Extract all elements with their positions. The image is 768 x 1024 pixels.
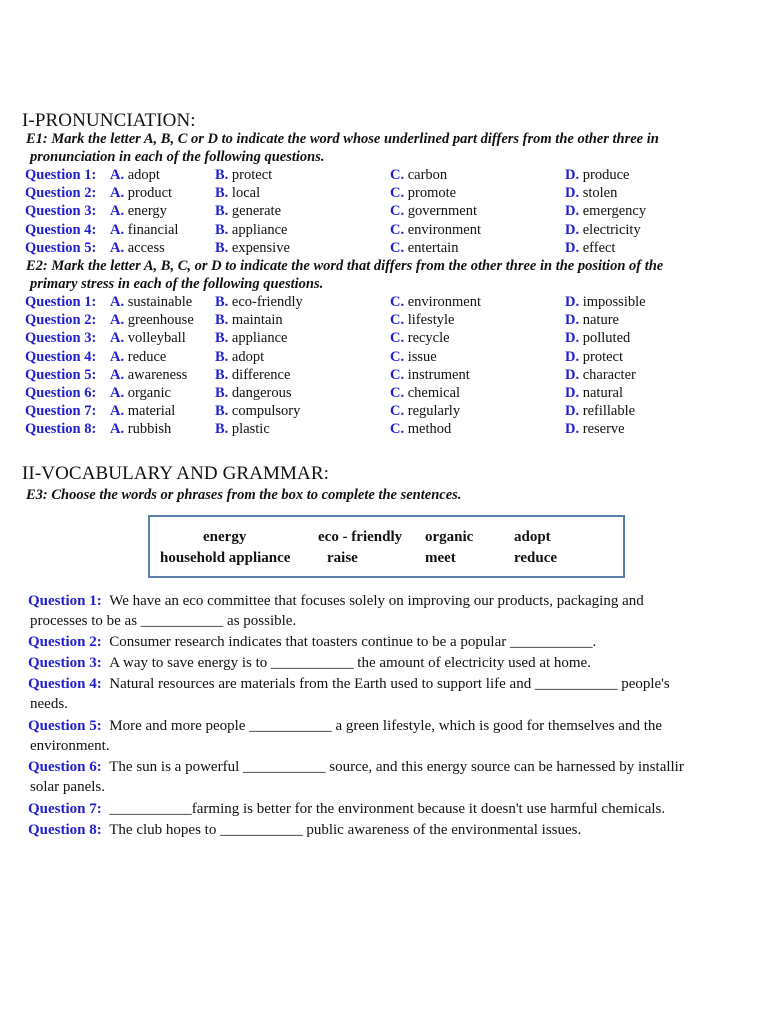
section-title-vocabulary-grammar: II-VOCABULARY AND GRAMMAR:	[22, 463, 329, 484]
option-letter: D.	[565, 185, 580, 202]
option-c[interactable]	[390, 239, 458, 257]
sentence-line	[28, 820, 768, 840]
option-letter: A.	[110, 421, 125, 438]
option-letter: A.	[110, 203, 125, 220]
option-word: dangerous	[231, 385, 292, 401]
sentence-item	[28, 757, 768, 797]
option-letter: B.	[215, 167, 229, 183]
option-letter: B.	[215, 348, 229, 365]
option-d[interactable]	[565, 202, 646, 220]
option-letter: B.	[215, 385, 229, 401]
option-b[interactable]	[215, 366, 290, 384]
word-box-item: adopt	[514, 529, 551, 545]
option-c[interactable]	[390, 221, 481, 239]
option-letter: C.	[390, 239, 405, 256]
sentence-item	[28, 799, 768, 819]
option-word: energy	[127, 203, 167, 220]
option-word: refillable	[582, 403, 636, 420]
option-d[interactable]	[565, 221, 641, 239]
option-c[interactable]	[390, 402, 460, 420]
sentence-text: The club hopes to ___________ public awareness of the environmental issues.	[109, 822, 582, 838]
option-d[interactable]	[565, 366, 636, 384]
option-word: stolen	[582, 185, 618, 202]
option-word: chemical	[407, 385, 461, 401]
option-word: environment	[407, 294, 482, 310]
question-label: Question 8:	[25, 421, 97, 438]
option-word: polluted	[582, 330, 631, 347]
option-word: issue	[407, 348, 437, 365]
question-label: Question 1:	[28, 593, 102, 609]
sentence-text: Natural resources are materials from the Earth used to support life and ___________ people's	[109, 676, 670, 692]
option-word: effect	[582, 239, 616, 256]
option-word: financial	[127, 221, 179, 238]
option-letter: C.	[390, 185, 405, 202]
option-word: method	[407, 421, 452, 438]
option-word: difference	[231, 366, 291, 383]
option-b[interactable]	[215, 402, 300, 420]
option-letter: A.	[110, 294, 125, 310]
option-letter: C.	[390, 221, 405, 238]
question-label: Question 4:	[28, 676, 102, 692]
sentence-item	[28, 820, 768, 840]
option-letter: B.	[215, 203, 229, 220]
option-letter: A.	[110, 385, 125, 401]
sentence-line	[28, 674, 768, 694]
sentence-continuation: solar panels.	[30, 779, 105, 795]
sentence-text: Consumer research indicates that toasters continue to be a popular ___________.	[109, 634, 597, 650]
question-label: Question 7:	[28, 801, 102, 817]
option-word: environment	[407, 221, 482, 238]
e1-instruction-line2: pronunciation in each of the following questions.	[30, 149, 325, 165]
option-letter: D.	[565, 294, 580, 310]
option-letter: A.	[110, 239, 125, 256]
option-c[interactable]	[390, 329, 450, 347]
sentence-text: More and more people ___________ a green lifestyle, which is good for themselves and the	[109, 718, 663, 734]
option-letter: C.	[390, 385, 405, 401]
option-a[interactable]	[110, 402, 175, 420]
option-letter: A.	[110, 330, 125, 347]
question-label: Question 6:	[28, 759, 102, 775]
option-letter: C.	[390, 294, 405, 310]
sentence-item	[28, 653, 768, 673]
option-word: product	[127, 185, 173, 202]
question-label: Question 3:	[25, 330, 97, 347]
option-b[interactable]	[215, 239, 290, 257]
option-letter: B.	[215, 366, 229, 383]
option-a[interactable]	[110, 329, 186, 347]
option-letter: D.	[565, 385, 580, 401]
option-word: organic	[127, 385, 171, 401]
option-word: local	[231, 185, 261, 202]
sentence-line	[28, 716, 768, 736]
option-d[interactable]	[565, 184, 617, 202]
question-label: Question 2:	[25, 312, 97, 329]
option-word: greenhouse	[127, 312, 194, 329]
option-letter: B.	[215, 221, 229, 238]
option-d[interactable]	[565, 348, 623, 366]
option-word: generate	[231, 203, 282, 220]
option-a[interactable]	[110, 420, 171, 438]
option-a[interactable]	[110, 293, 192, 311]
option-word: reduce	[127, 348, 167, 365]
option-b[interactable]	[215, 329, 287, 347]
option-d[interactable]	[565, 402, 635, 420]
question-label: Question 7:	[25, 403, 97, 420]
option-word: volleyball	[127, 330, 186, 347]
option-c[interactable]	[390, 293, 481, 311]
option-letter: D.	[565, 403, 580, 420]
option-a[interactable]	[110, 348, 166, 366]
option-word: recycle	[407, 330, 450, 347]
option-word: adopt	[231, 348, 265, 365]
option-word: protect	[582, 348, 623, 365]
sentence-item	[28, 674, 768, 714]
option-word: protect	[231, 167, 273, 183]
sentence-item	[28, 591, 768, 631]
option-word: expensive	[231, 239, 290, 256]
option-letter: B.	[215, 239, 229, 256]
option-letter: D.	[565, 239, 580, 256]
option-c[interactable]	[390, 202, 477, 220]
option-word: appliance	[231, 221, 288, 238]
option-letter: A.	[110, 167, 125, 183]
word-box-item: raise	[327, 550, 358, 566]
e3-instruction: E3: Choose the words or phrases from the box to complete the sentences.	[26, 487, 462, 503]
sentence-line	[28, 632, 768, 652]
word-box-item: organic	[425, 529, 474, 545]
option-word: nature	[582, 312, 619, 329]
option-letter: C.	[390, 366, 405, 383]
option-letter: A.	[110, 366, 125, 383]
sentence-continuation: needs.	[30, 696, 68, 712]
sentence-line	[28, 591, 768, 611]
question-label: Question 4:	[25, 221, 97, 238]
option-letter: C.	[390, 421, 405, 438]
option-word: emergency	[582, 203, 647, 220]
option-word: compulsory	[231, 403, 301, 420]
option-word: rubbish	[127, 421, 172, 438]
option-word: plastic	[231, 421, 270, 438]
option-word: reserve	[582, 421, 625, 438]
question-label: Question 5:	[25, 366, 97, 383]
question-label: Question 3:	[25, 203, 97, 220]
option-word: government	[407, 203, 477, 220]
sentence-text: We have an eco committee that focuses solely on improving our products, packaging and	[109, 593, 644, 609]
sentence-text: The sun is a powerful ___________ source, and this energy source can be harnessed by installir	[109, 759, 684, 775]
option-letter: C.	[390, 203, 405, 220]
option-letter: C.	[390, 348, 405, 365]
option-b[interactable]	[215, 221, 287, 239]
option-d[interactable]	[565, 384, 623, 402]
option-word: lifestyle	[407, 312, 455, 329]
option-word: eco-friendly	[231, 294, 303, 310]
option-word: character	[582, 366, 636, 383]
question-label: Question 8:	[28, 822, 102, 838]
option-c[interactable]	[390, 366, 470, 384]
option-a[interactable]	[110, 239, 165, 257]
sentence-item	[28, 716, 768, 756]
option-letter: D.	[565, 203, 580, 220]
option-a[interactable]	[110, 202, 167, 220]
option-letter: C.	[390, 312, 405, 329]
option-letter: A.	[110, 403, 125, 420]
option-word: impossible	[582, 294, 646, 310]
option-letter: D.	[565, 330, 580, 347]
option-letter: D.	[565, 221, 580, 238]
option-a[interactable]	[110, 366, 187, 384]
option-d[interactable]	[565, 311, 619, 329]
word-box-item: meet	[425, 550, 456, 566]
option-letter: D.	[565, 312, 580, 329]
option-word: appliance	[231, 330, 288, 347]
word-box-item: reduce	[514, 550, 558, 566]
sentence-line	[28, 799, 768, 819]
option-word: access	[127, 239, 165, 256]
sentence-continuation: environment.	[30, 738, 110, 754]
sentence-line	[28, 653, 768, 673]
option-word: carbon	[407, 167, 448, 183]
option-a[interactable]	[110, 166, 160, 184]
option-d[interactable]	[565, 293, 646, 311]
section-title-pronunciation: I-PRONUNCIATION:	[22, 110, 196, 131]
e2-instruction-line2: primary stress in each of the following questions.	[30, 276, 324, 292]
option-word: instrument	[407, 366, 470, 383]
option-word: sustainable	[127, 294, 193, 310]
option-c[interactable]	[390, 420, 451, 438]
question-label: Question 5:	[25, 239, 97, 256]
sentence-continuation: processes to be as ___________ as possible.	[30, 613, 297, 629]
option-letter: B.	[215, 294, 229, 310]
option-letter: A.	[110, 312, 125, 329]
option-word: material	[127, 403, 176, 420]
option-a[interactable]	[110, 221, 178, 239]
question-label: Question 1:	[25, 294, 97, 310]
option-word: electricity	[582, 221, 641, 238]
sentence-text: ___________farming is better for the environment because it doesn't use harmful chemicals.	[109, 801, 666, 817]
option-letter: D.	[565, 366, 580, 383]
word-box-item: eco - friendly	[318, 529, 403, 545]
question-label: Question 2:	[25, 185, 97, 202]
option-c[interactable]	[390, 311, 454, 329]
option-letter: C.	[390, 403, 405, 420]
option-b[interactable]	[215, 166, 272, 184]
option-letter: A.	[110, 348, 125, 365]
option-c[interactable]	[390, 348, 437, 366]
option-word: natural	[582, 385, 623, 401]
option-d[interactable]	[565, 420, 625, 438]
word-box-item: household appliance	[160, 550, 291, 566]
option-word: regularly	[407, 403, 461, 420]
question-label: Question 6:	[25, 385, 97, 401]
option-b[interactable]	[215, 184, 260, 202]
option-word: entertain	[407, 239, 459, 256]
option-b[interactable]	[215, 202, 281, 220]
option-b[interactable]	[215, 293, 303, 311]
e2-instruction-line1: E2: Mark the letter A, B, C, or D to indicate the word that differs from the other three in the position of the	[26, 258, 664, 274]
option-letter: D.	[565, 421, 580, 438]
e1-instruction-line1: E1: Mark the letter A, B, C or D to indicate the word whose underlined part differs from the other three in	[26, 131, 659, 147]
question-label: Question 3:	[28, 655, 102, 671]
question-label: Question 5:	[28, 718, 102, 734]
option-a[interactable]	[110, 311, 194, 329]
option-letter: B.	[215, 330, 229, 347]
option-word: produce	[582, 167, 630, 183]
option-word: adopt	[127, 167, 160, 183]
sentence-item	[28, 632, 768, 652]
option-letter: A.	[110, 185, 125, 202]
option-b[interactable]	[215, 420, 270, 438]
option-a[interactable]	[110, 384, 171, 402]
question-label: Question 2:	[28, 634, 102, 650]
option-letter: C.	[390, 330, 405, 347]
sentence-line	[28, 757, 768, 777]
option-letter: B.	[215, 421, 229, 438]
option-word: promote	[407, 185, 457, 202]
option-c[interactable]	[390, 166, 447, 184]
question-label: Question 4:	[25, 348, 97, 365]
option-b[interactable]	[215, 384, 292, 402]
option-word: awareness	[127, 366, 188, 383]
option-c[interactable]	[390, 384, 460, 402]
option-letter: B.	[215, 403, 229, 420]
option-letter: C.	[390, 167, 405, 183]
option-letter: D.	[565, 167, 580, 183]
option-letter: B.	[215, 312, 229, 329]
sentence-text: A way to save energy is to ___________ the amount of electricity used at home.	[109, 655, 591, 671]
option-d[interactable]	[565, 166, 629, 184]
word-box	[148, 515, 625, 578]
word-box-item: energy	[203, 529, 247, 545]
question-label: Question 1:	[25, 167, 97, 183]
option-letter: D.	[565, 348, 580, 365]
option-d[interactable]	[565, 329, 630, 347]
option-d[interactable]	[565, 239, 615, 257]
option-b[interactable]	[215, 348, 264, 366]
option-letter: B.	[215, 185, 229, 202]
option-c[interactable]	[390, 184, 456, 202]
option-word: maintain	[231, 312, 283, 329]
option-a[interactable]	[110, 184, 172, 202]
option-b[interactable]	[215, 311, 283, 329]
option-letter: A.	[110, 221, 125, 238]
